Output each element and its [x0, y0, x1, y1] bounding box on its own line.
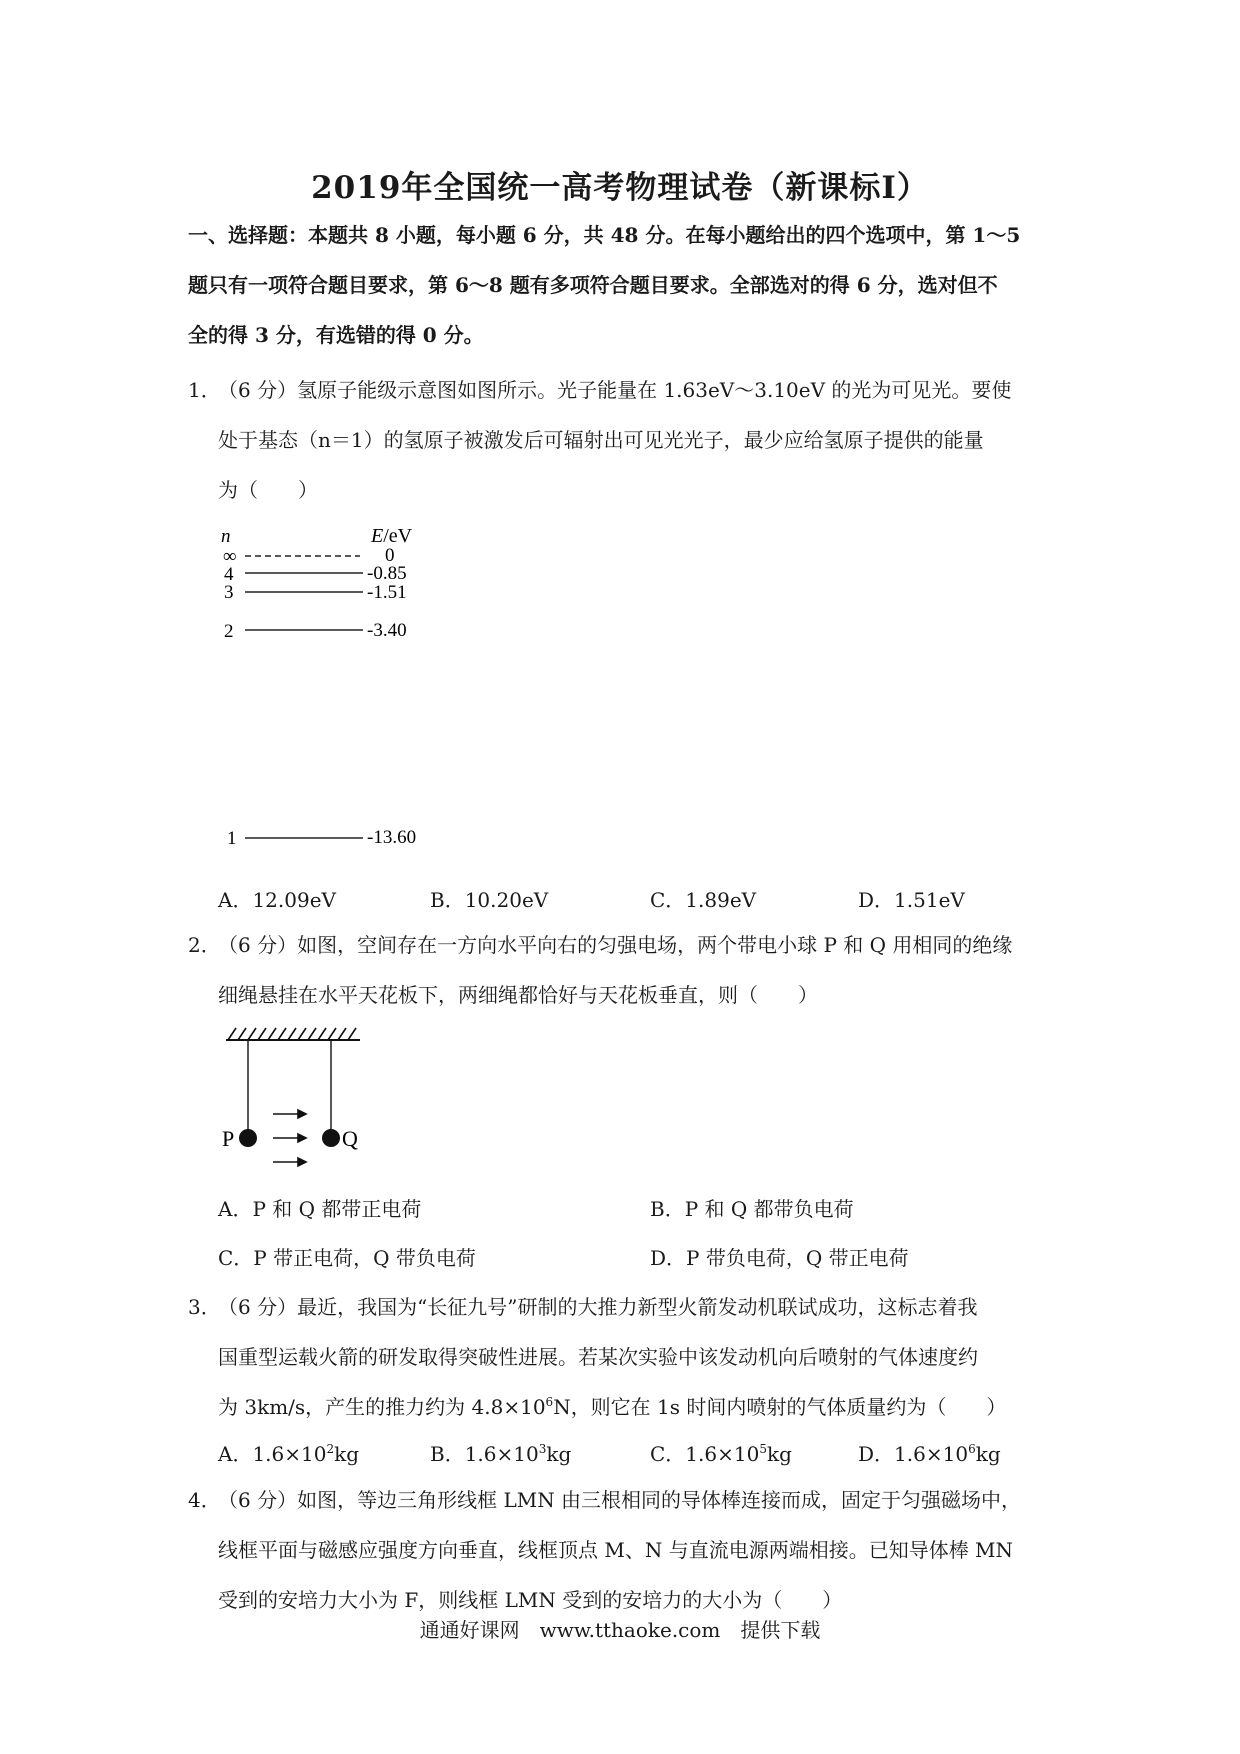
question-2-text: [218, 920, 1070, 1020]
section-instructions: [188, 210, 1068, 360]
q3-option-a: A．$1.6\times 10^2kg$: [218, 1442, 360, 1466]
q2-option-b: B．P 和 Q 都带负电荷: [650, 1197, 854, 1221]
question-1-number: 1．: [188, 378, 221, 402]
diagram-e-header: E/eV: [371, 525, 413, 547]
level-3-n: 3: [224, 582, 234, 603]
diagram-n-header: n: [221, 526, 231, 547]
sphere-p: [239, 1129, 257, 1147]
question-3-line-2: 国重型运载火箭的研发取得突破性进展。若某次实验中该发动机向后喷射的气体速度约: [218, 1345, 978, 1369]
q2-option-d: D．P 带负电荷，Q 带正电荷: [650, 1246, 909, 1270]
q1-option-d: D．1.51eV: [858, 888, 965, 912]
q2-option-c: C．P 带正电荷，Q 带负电荷: [218, 1246, 476, 1270]
label-p: P: [222, 1126, 235, 1151]
question-3-number: 3．: [188, 1295, 221, 1319]
label-q: Q: [342, 1126, 358, 1151]
charged-spheres-diagram: [218, 1020, 368, 1180]
page-footer: 通通好课网 www.tthaoke.com 提供下载: [419, 1618, 821, 1642]
level-4-e: -0.85: [367, 563, 407, 584]
question-4-line-3: 受到的安培力大小为 F，则线框 LMN 受到的安培力的大小为（ ）: [218, 1588, 843, 1612]
question-1-line-2: 处于基态（n＝1）的氢原子被激发后可辐射出可见光光子，最少应给氢原子提供的能量: [218, 428, 984, 452]
q3-option-c: C．$1.6\times 10^5kg$: [650, 1442, 792, 1466]
question-2-number: 2．: [188, 933, 221, 957]
question-4-text: [218, 1475, 1070, 1625]
sphere-q: [322, 1129, 340, 1147]
q3-option-b: B．$1.6\times 10^3kg$: [430, 1442, 572, 1466]
level-1-n: 1: [227, 828, 237, 849]
question-4-number: 4．: [188, 1488, 221, 1512]
section-line-2: 题只有一项符合题目要求，第 6～8 题有多项符合题目要求。全部选对的得 6 分，选对但不: [188, 273, 998, 297]
question-3-line-3: 为 3km/s，产生的推力约为 $4.8\times 10^6N$，则它在 1s 时间内喷射的气体质量约为（ ）: [218, 1395, 1007, 1419]
question-1-line-1: （6 分）氢原子能级示意图如图所示。光子能量在 1.63eV～3.10eV 的光为可见光。要使: [218, 378, 1012, 402]
q1-option-b: B．10.20eV: [430, 888, 549, 912]
level-inf-e: 0: [385, 545, 395, 566]
question-3-text: [218, 1282, 1070, 1432]
section-line-1: 一、选择题：本题共 8 小题，每小题 6 分，共 48 分。在每小题给出的四个选项中，第 1～5: [188, 223, 1021, 247]
question-4-line-1: （6 分）如图，等边三角形线框 LMN 由三根相同的导体棒连接而成，固定于匀强磁场中，: [218, 1488, 1022, 1512]
question-2-line-1: （6 分）如图，空间存在一方向水平向右的匀强电场，两个带电小球 P 和 Q 用相同的绝缘: [218, 933, 1013, 957]
level-2-n: 2: [224, 621, 234, 642]
level-2-e: -3.40: [367, 620, 407, 641]
q3-option-d: D．$1.6\times 10^6kg$: [858, 1442, 1001, 1466]
question-2-line-2: 细绳悬挂在水平天花板下，两细绳都恰好与天花板垂直，则（ ）: [218, 983, 818, 1007]
field-arrows: [273, 1110, 306, 1166]
question-3-line-1: （6 分）最近，我国为“长征九号”研制的大推力新型火箭发动机联试成功，这标志着我: [218, 1295, 978, 1319]
level-4-n: 4: [224, 564, 234, 585]
level-1-e: -13.60: [367, 827, 417, 848]
question-1-text: [218, 365, 1070, 515]
level-inf-n: ∞: [223, 546, 237, 567]
q1-option-c: C．1.89eV: [650, 888, 757, 912]
q1-option-a: A．12.09eV: [218, 888, 336, 912]
section-line-3: 全的得 3 分，有选错的得 0 分。: [188, 323, 484, 347]
q2-option-a: A．P 和 Q 都带正电荷: [218, 1197, 422, 1221]
question-4-line-2: 线框平面与磁感应强度方向垂直，线框顶点 M、N 与直流电源两端相接。已知导体棒 MN: [218, 1538, 1014, 1562]
page-title: 2019年全国统一高考物理试卷（新课标Ⅰ）: [311, 170, 929, 206]
question-1-line-3: 为（ ）: [218, 478, 318, 502]
ceiling-hatch: [228, 1028, 356, 1040]
level-3-e: -1.51: [367, 582, 407, 603]
energy-level-diagram: [215, 520, 445, 865]
